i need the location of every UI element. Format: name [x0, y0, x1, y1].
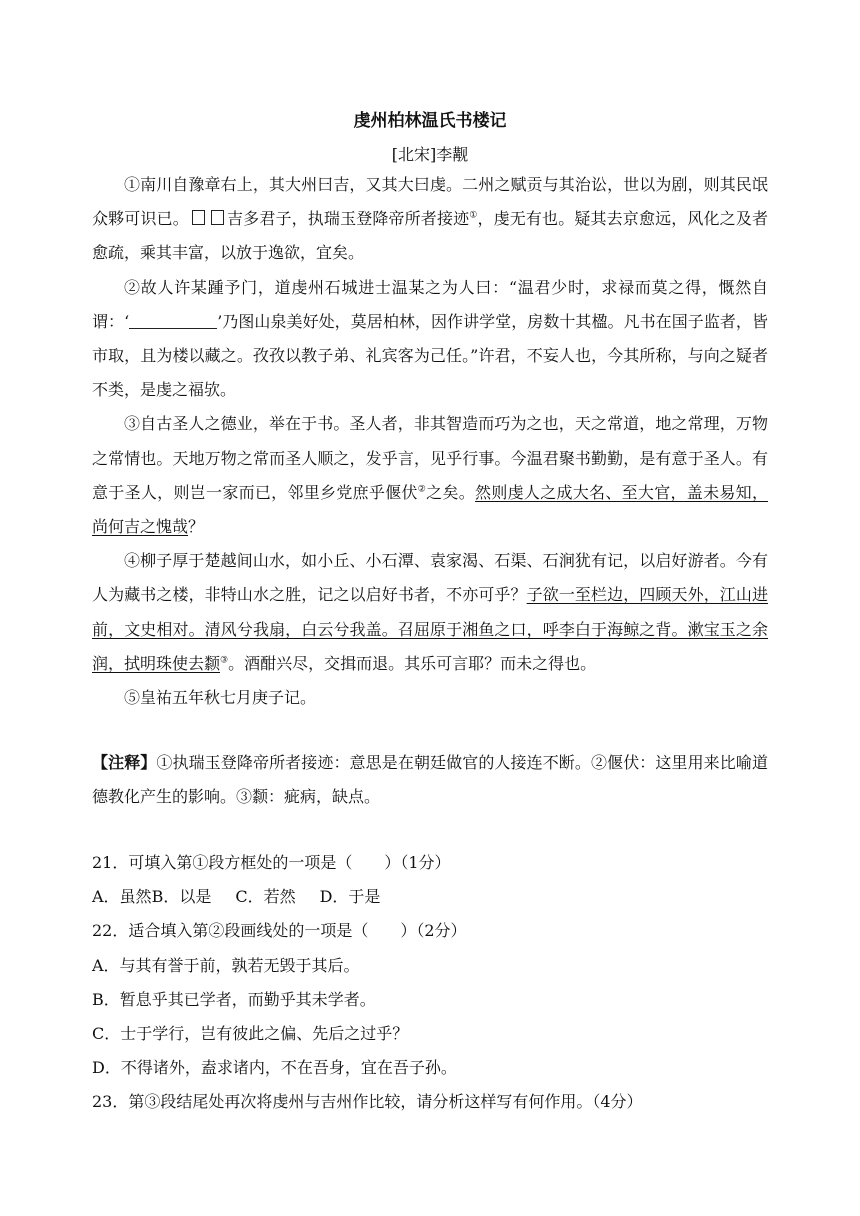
- annotation-note: [92, 746, 768, 814]
- fill-in-box: [211, 210, 224, 225]
- footnote-marker-3: ③: [220, 655, 229, 666]
- underline-blank: [129, 310, 217, 329]
- question-22: 22．适合填入第②段画线处的一项是（ ）（2分）: [92, 921, 467, 941]
- p3-text-b: 之矣。: [426, 482, 476, 502]
- option-d: D．于是: [319, 887, 381, 907]
- fill-in-box: [192, 210, 205, 225]
- p2-text-a: ②故人许某踵予门，道虔州石城进士温某之为人曰：“温君少时，求禄而莫之得，慨然自谓：‘: [92, 277, 768, 331]
- p3-text-a: ③自古圣人之德业，举在于书。圣人者，非其智造而巧为之也，天之常道，地之常理，万物之常情也。天地万物之常而圣人顺之，发乎言，见乎行事。今温君聚书勤勤，是有意于圣人。有意于圣人，则岂一家而已，邻里乡党庶乎偃伏: [92, 414, 768, 502]
- question-22-option-b: B．暂息乎其已学者，而勤乎其未学者。: [92, 989, 376, 1009]
- option-a: A．虽然: [92, 887, 152, 907]
- question-21-options: [92, 880, 768, 914]
- note-tag: 【注释】: [92, 753, 157, 772]
- passage-title: 虔州柏林温氏书楼记: [353, 111, 507, 131]
- p4-underlined-sentence: 子欲一至栏边，四顾天外，江山进前，文史相对。清风兮我扇，白云兮我盖。召屈原于湘鱼之口，呼李白于海鲸之背。漱宝玉之余润，拭明珠使去颣: [92, 585, 768, 673]
- p1-text-b: 吉多君子，执瑞玉登降帝所者接迹: [226, 209, 470, 229]
- p3-underlined-sentence: 然则虔人之成大名、至大官，盖未易知，尚何吉之愧哉: [92, 482, 768, 537]
- p1-text-c: ，虔无有也。疑其去京愈远，风化之及者愈疏，乘其丰富，以放于逸欲，宜矣。: [92, 209, 768, 263]
- paragraph-5: ⑤皇祐五年秋七月庚子记。: [124, 688, 317, 708]
- footnote-marker-2: ②: [417, 484, 427, 495]
- p4-text-b: 。酒酣兴尽，交揖而退。其乐可言耶？而未之得也。: [228, 653, 597, 673]
- paragraph-1: [92, 168, 768, 271]
- paragraph-4: [92, 544, 768, 681]
- option-b: B．以是: [151, 887, 212, 907]
- question-21: 21．可填入第①段方框处的一项是（ ）（1分）: [92, 853, 451, 872]
- p3-text-c: ？: [188, 517, 205, 537]
- note-text: ①执瑞玉登降帝所者接迹：意思是在朝廷做官的人接连不断。②偃伏：这里用来比喻道德教化产生的影响。③颣：疵病，缺点。: [92, 753, 768, 807]
- question-list: [92, 846, 768, 1120]
- question-22-option-d: D．不得诸外，盍求诸内，不在吾身，宜在吾子孙。: [92, 1058, 457, 1078]
- passage-author: [北宋]李觏: [391, 145, 469, 164]
- question-23: 23．第③段结尾处再次将虔州与吉州作比较，请分析这样写有何作用。（4分）: [92, 1092, 643, 1112]
- footnote-marker-1: ①: [469, 210, 478, 221]
- paragraph-2: [92, 271, 768, 408]
- p4-text-a: ④柳子厚于楚越间山水，如小丘、小石潭、袁家渴、石渠、石涧犹有记，以启好游者。今有人为藏书之楼，非特山水之胜，记之以启好书者，不亦可乎？: [92, 551, 768, 605]
- passage-body: [92, 168, 768, 715]
- p2-text-b: ’乃图山泉美好处，莫居柏林，因作讲学堂，房数十其楹。凡书在国子监者，皆市取，且为楼以藏之。孜孜以教子弟、礼宾客为己任。”许君，不妄人也，今其所称，与向之疑者不类，是虔之福欤。: [92, 311, 768, 400]
- p1-text-a: ①南川自豫章右上，其大州曰吉，又其大曰虔。二州之赋贡与其治讼，世以为剧，则其民氓众夥可识已。: [92, 175, 768, 229]
- question-22-option-a: A．与其有誉于前，孰若无毁于其后。: [92, 955, 360, 975]
- option-c: C．若然: [235, 887, 296, 907]
- question-22-option-c: C．士于学行，岂有彼此之偏、先后之过乎？: [92, 1024, 409, 1044]
- paragraph-3: [92, 407, 768, 544]
